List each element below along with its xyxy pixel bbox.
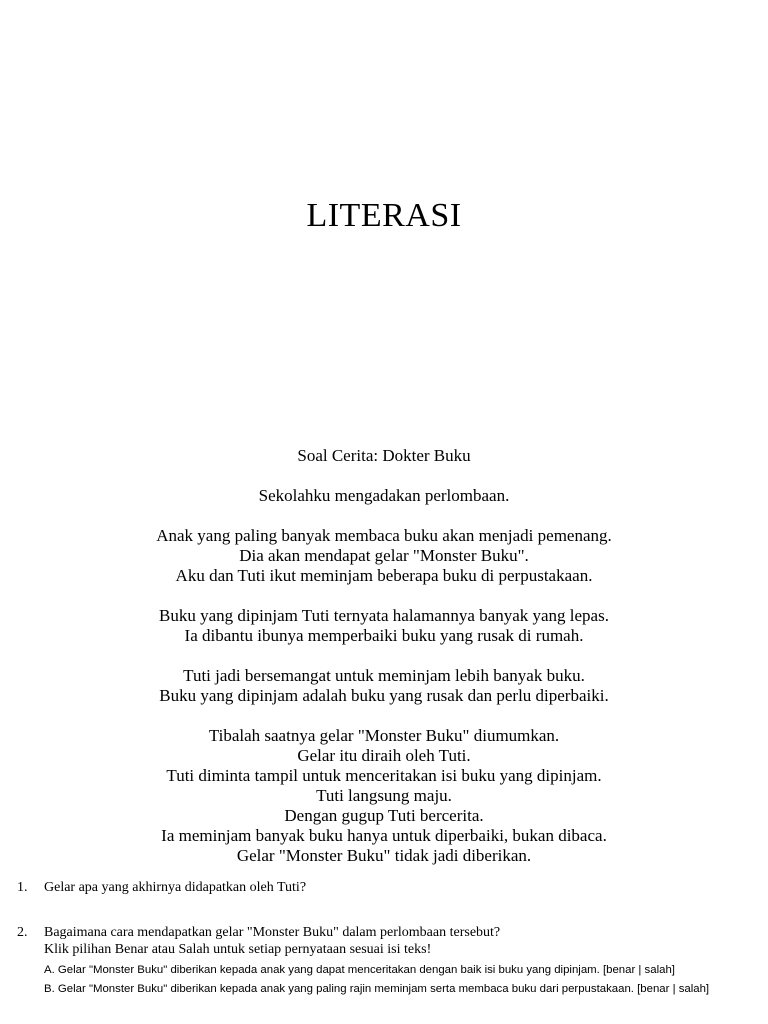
story-section bbox=[0, 446, 768, 866]
story-line: Ia meminjam banyak buku hanya untuk diperbaiki, bukan dibaca. bbox=[161, 826, 607, 845]
story-heading: Soal Cerita: Dokter Buku bbox=[297, 446, 471, 465]
paragraph-spacer bbox=[0, 646, 768, 666]
question-instruction: Klik pilihan Benar atau Salah untuk setiap pernyataan sesuai isi teks! bbox=[44, 942, 432, 957]
question-number: 2. bbox=[17, 925, 28, 940]
page-title: LITERASI bbox=[306, 197, 462, 234]
option-a-statement[interactable]: A. Gelar "Monster Buku" diberikan kepada anak yang dapat menceritakan dengan baik isi buku yang dipinjam. [benar | salah] bbox=[44, 964, 675, 976]
question-text: Bagaimana cara mendapatkan gelar "Monster Buku" dalam perlombaan tersebut? bbox=[44, 925, 501, 940]
story-line: Tuti langsung maju. bbox=[316, 786, 452, 805]
story-line: Dia akan mendapat gelar "Monster Buku". bbox=[239, 546, 529, 565]
option-b-statement[interactable]: B. Gelar "Monster Buku" diberikan kepada anak yang paling rajin meminjam serta membaca buku dari perpustakaan. [benar | salah] bbox=[44, 983, 710, 995]
story-line: Buku yang dipinjam Tuti ternyata halamannya banyak yang lepas. bbox=[159, 606, 609, 625]
story-line: Aku dan Tuti ikut meminjam beberapa buku di perpustakaan. bbox=[175, 566, 593, 585]
story-line: Tibalah saatnya gelar "Monster Buku" diumumkan. bbox=[208, 726, 560, 745]
story-line: Ia dibantu ibunya memperbaiki buku yang rusak di rumah. bbox=[184, 626, 584, 645]
paragraph-spacer bbox=[0, 506, 768, 526]
story-line: Tuti jadi bersemangat untuk meminjam lebih banyak buku. bbox=[183, 666, 585, 685]
story-line: Anak yang paling banyak membaca buku akan menjadi pemenang. bbox=[156, 526, 612, 545]
story-line: Dengan gugup Tuti bercerita. bbox=[284, 806, 484, 825]
story-line: Gelar itu diraih oleh Tuti. bbox=[297, 746, 471, 765]
story-line: Tuti diminta tampil untuk menceritakan isi buku yang dipinjam. bbox=[166, 766, 602, 785]
paragraph-spacer bbox=[0, 466, 768, 486]
story-line: Gelar "Monster Buku" tidak jadi diberikan. bbox=[236, 846, 532, 865]
paragraph-spacer bbox=[0, 586, 768, 606]
story-line: Sekolahku mengadakan perlombaan. bbox=[258, 486, 510, 505]
question-number: 1. bbox=[17, 880, 28, 895]
paragraph-spacer bbox=[0, 706, 768, 726]
story-line: Buku yang dipinjam adalah buku yang rusak dan perlu diperbaiki. bbox=[159, 686, 609, 705]
question-text: Gelar apa yang akhirnya didapatkan oleh Tuti? bbox=[44, 880, 307, 895]
